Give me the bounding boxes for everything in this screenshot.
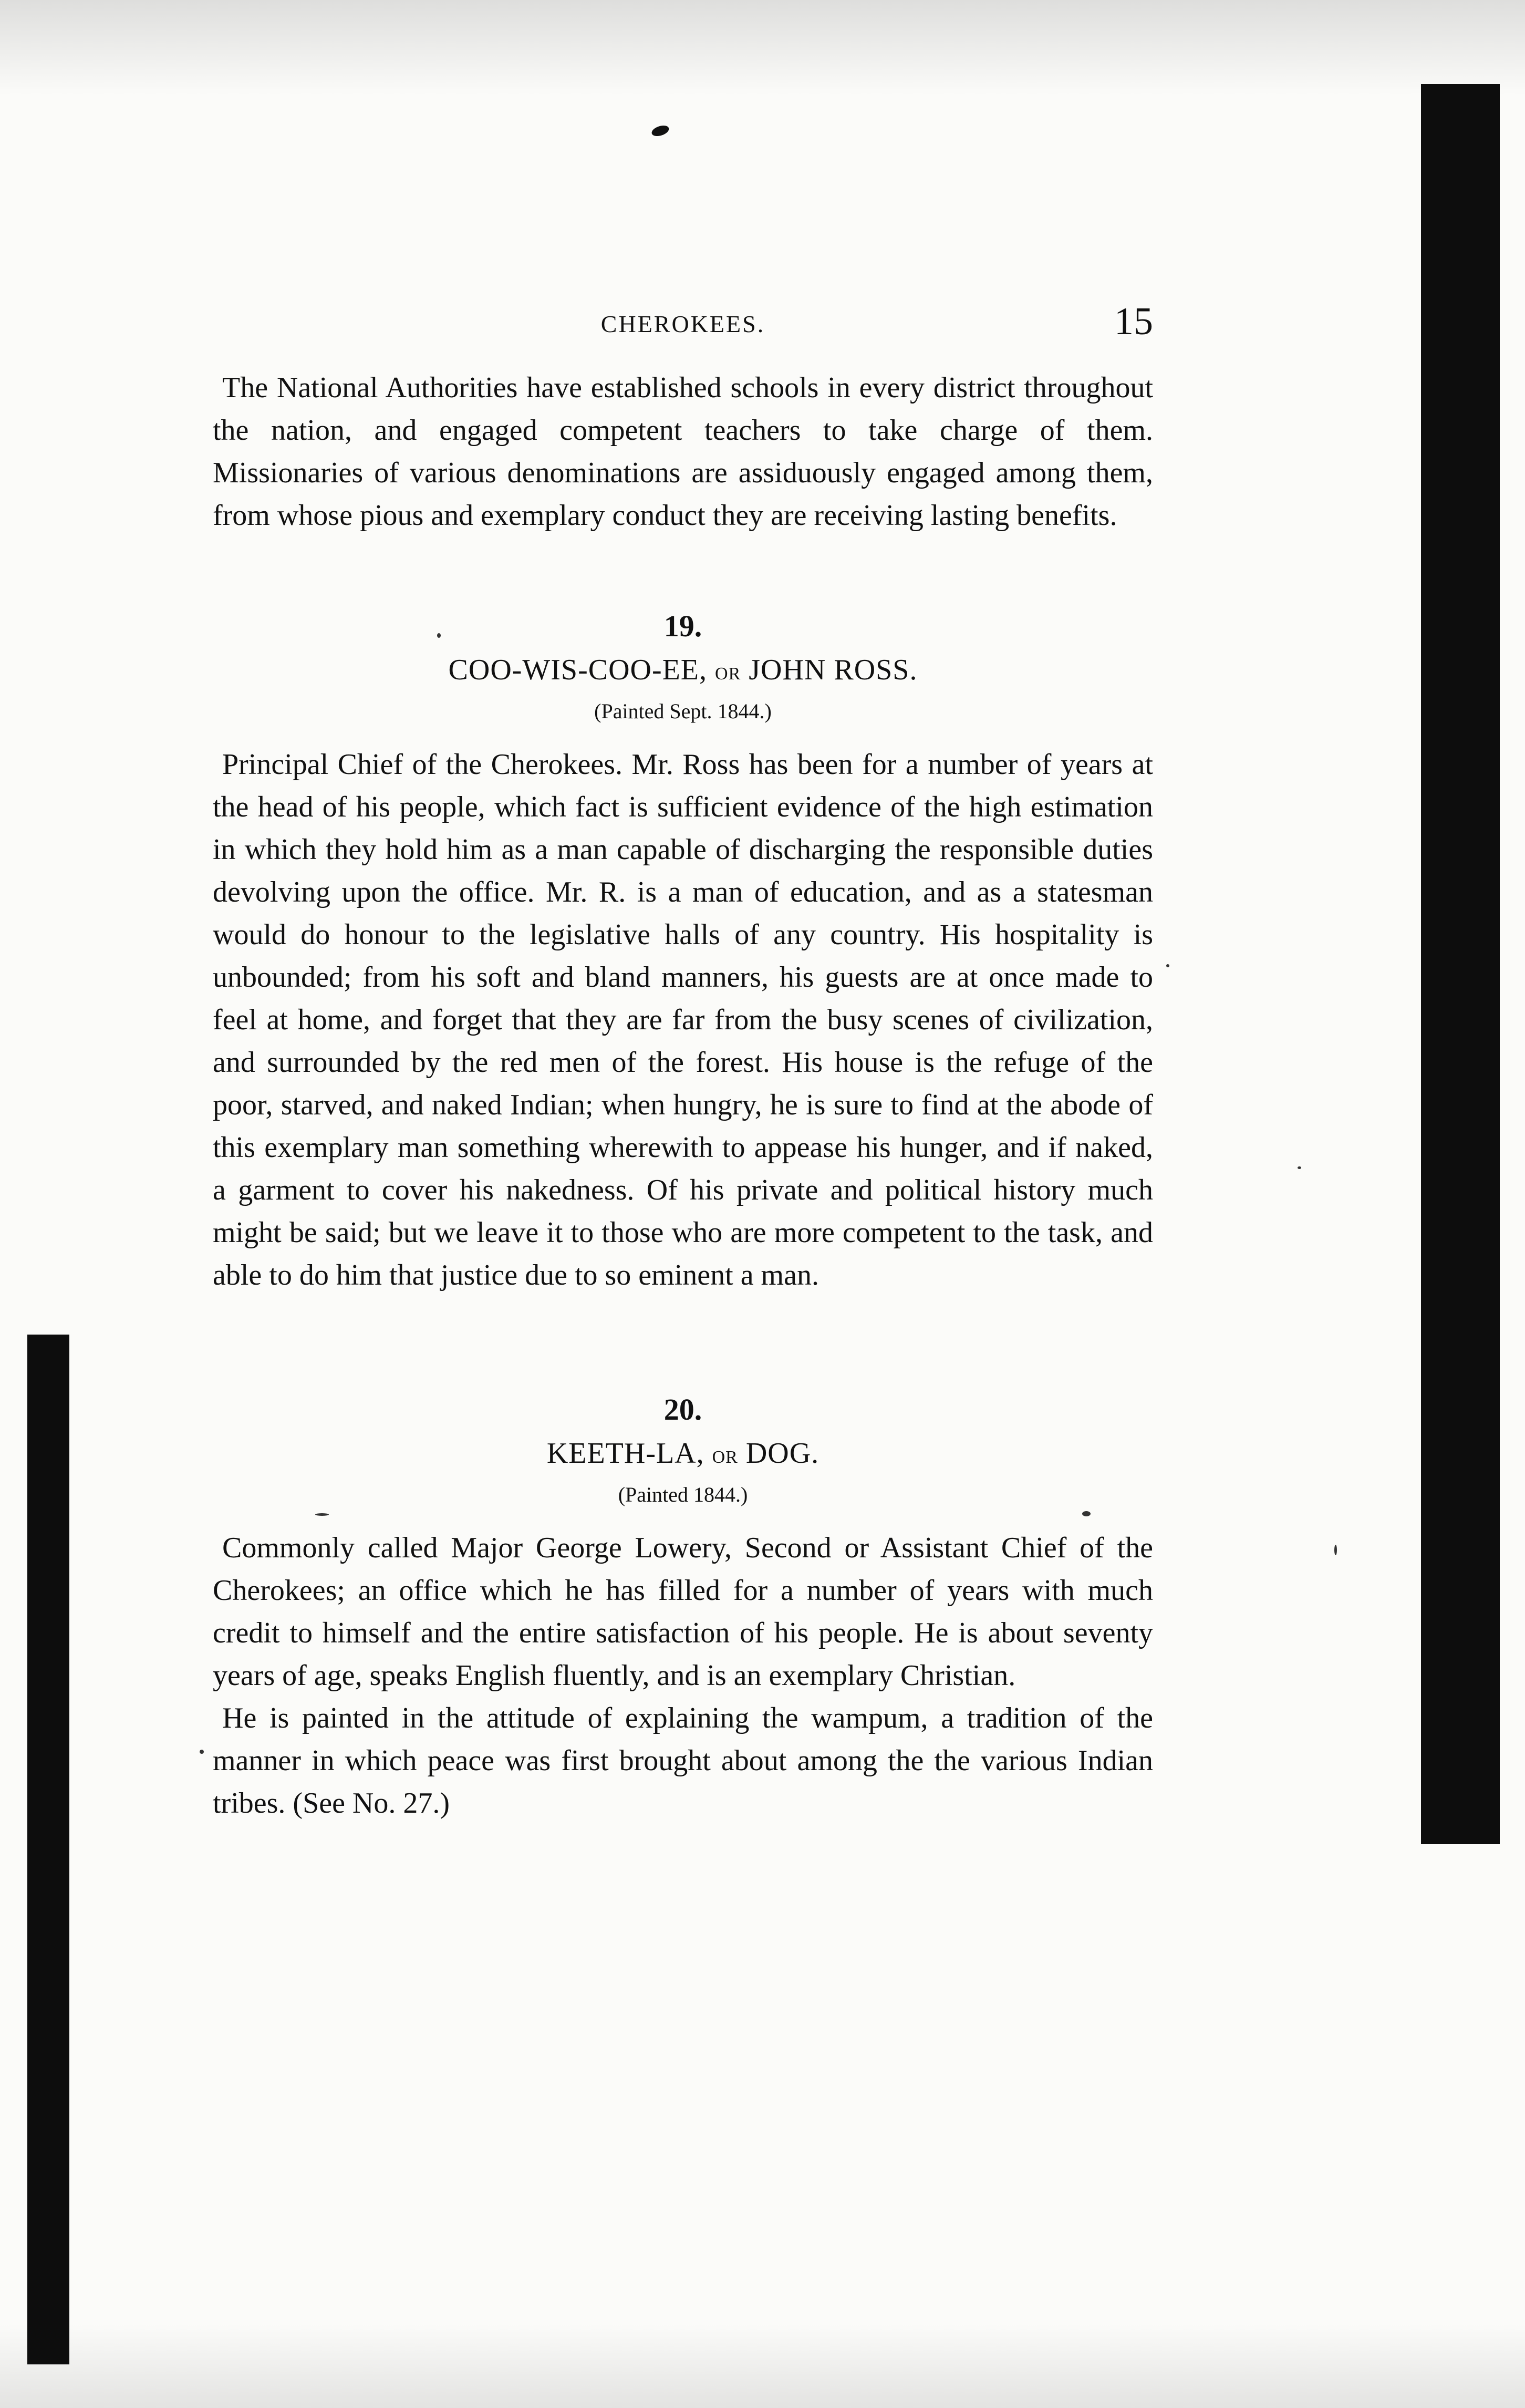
entry-20 (213, 1391, 1153, 1825)
entry-19 (213, 608, 1153, 1297)
book-page (213, 294, 1153, 1825)
entry-name: KEETH-LA, (546, 1437, 704, 1470)
entry-title (213, 1432, 1153, 1479)
entry-alias: JOHN ROSS. (749, 654, 918, 686)
entry-alias: DOG. (745, 1437, 819, 1470)
ink-blot (650, 123, 670, 138)
entry-name: COO-WIS-COO-EE, (448, 654, 708, 686)
entry-connector: OR (715, 664, 741, 684)
scan-edge-bottom (0, 2324, 1525, 2408)
entry-date: (Painted 1844.) (618, 1483, 748, 1506)
scan-edge-top (0, 0, 1525, 95)
entry-number: 19. (663, 609, 702, 643)
entry-paragraph: Principal Chief of the Cherokees. Mr. Ross has been for a number of years at the head of his people, which fact is sufficient evidence of the high estimation in which they hold him as a man capable of discharging the responsible duties devolving upon the office. Mr. R. is a man of education, and as a statesman would do honour to the legislative halls of any country. His hospitality is unbounded; from his soft and bland manners, his guests are at once made to feel at home, and forget that they are far from the busy scenes of civilization, and surrounded by the red men of the forest. His house is the refuge of the poor, starved, and naked Indian; when hungry, he is sure to find at the abode of this exemplary man something wherewith to appease his hunger, and if naked, a garment to cover his nakedness. Of his private and political history much might be said; but we leave it to those who are more competent to the task, and able to do him that justice due to so eminent a man. (213, 748, 1153, 1291)
entry-connector: OR (712, 1448, 738, 1467)
entry-title (213, 649, 1153, 695)
entry-date: (Painted Sept. 1844.) (594, 699, 772, 723)
page-number: 15 (1114, 300, 1153, 343)
page-header (213, 294, 1153, 352)
speck (1298, 1166, 1301, 1169)
speck (1334, 1545, 1337, 1555)
entry-number: 20. (663, 1392, 702, 1427)
speck (200, 1750, 204, 1754)
speck (1166, 964, 1169, 967)
intro-paragraph: The National Authorities have established schools in every district throughout the nation, and engaged competent teachers to take charge of them. Missionaries of various denominations are assiduously engaged among them, from whose pious and exemplary conduct they are receiving lasting benefits. (213, 371, 1153, 532)
running-head: CHEROKEES. (600, 311, 765, 337)
scan-border-right (1421, 84, 1500, 1844)
scan-border-left (27, 1335, 69, 2364)
entry-paragraph: Commonly called Major George Lowery, Second or Assistant Chief of the Cherokees; an office which he has filled for a number of years with much credit to himself and the entire satisfaction of his people. He is about seventy years of age, speaks English fluently, and is an exemplary Christian. (213, 1532, 1153, 1692)
entry-paragraph: He is painted in the attitude of explaining the wampum, a tradition of the manner in which peace was first brought about among the the various Indian tribes. (See No. 27.) (213, 1702, 1153, 1820)
